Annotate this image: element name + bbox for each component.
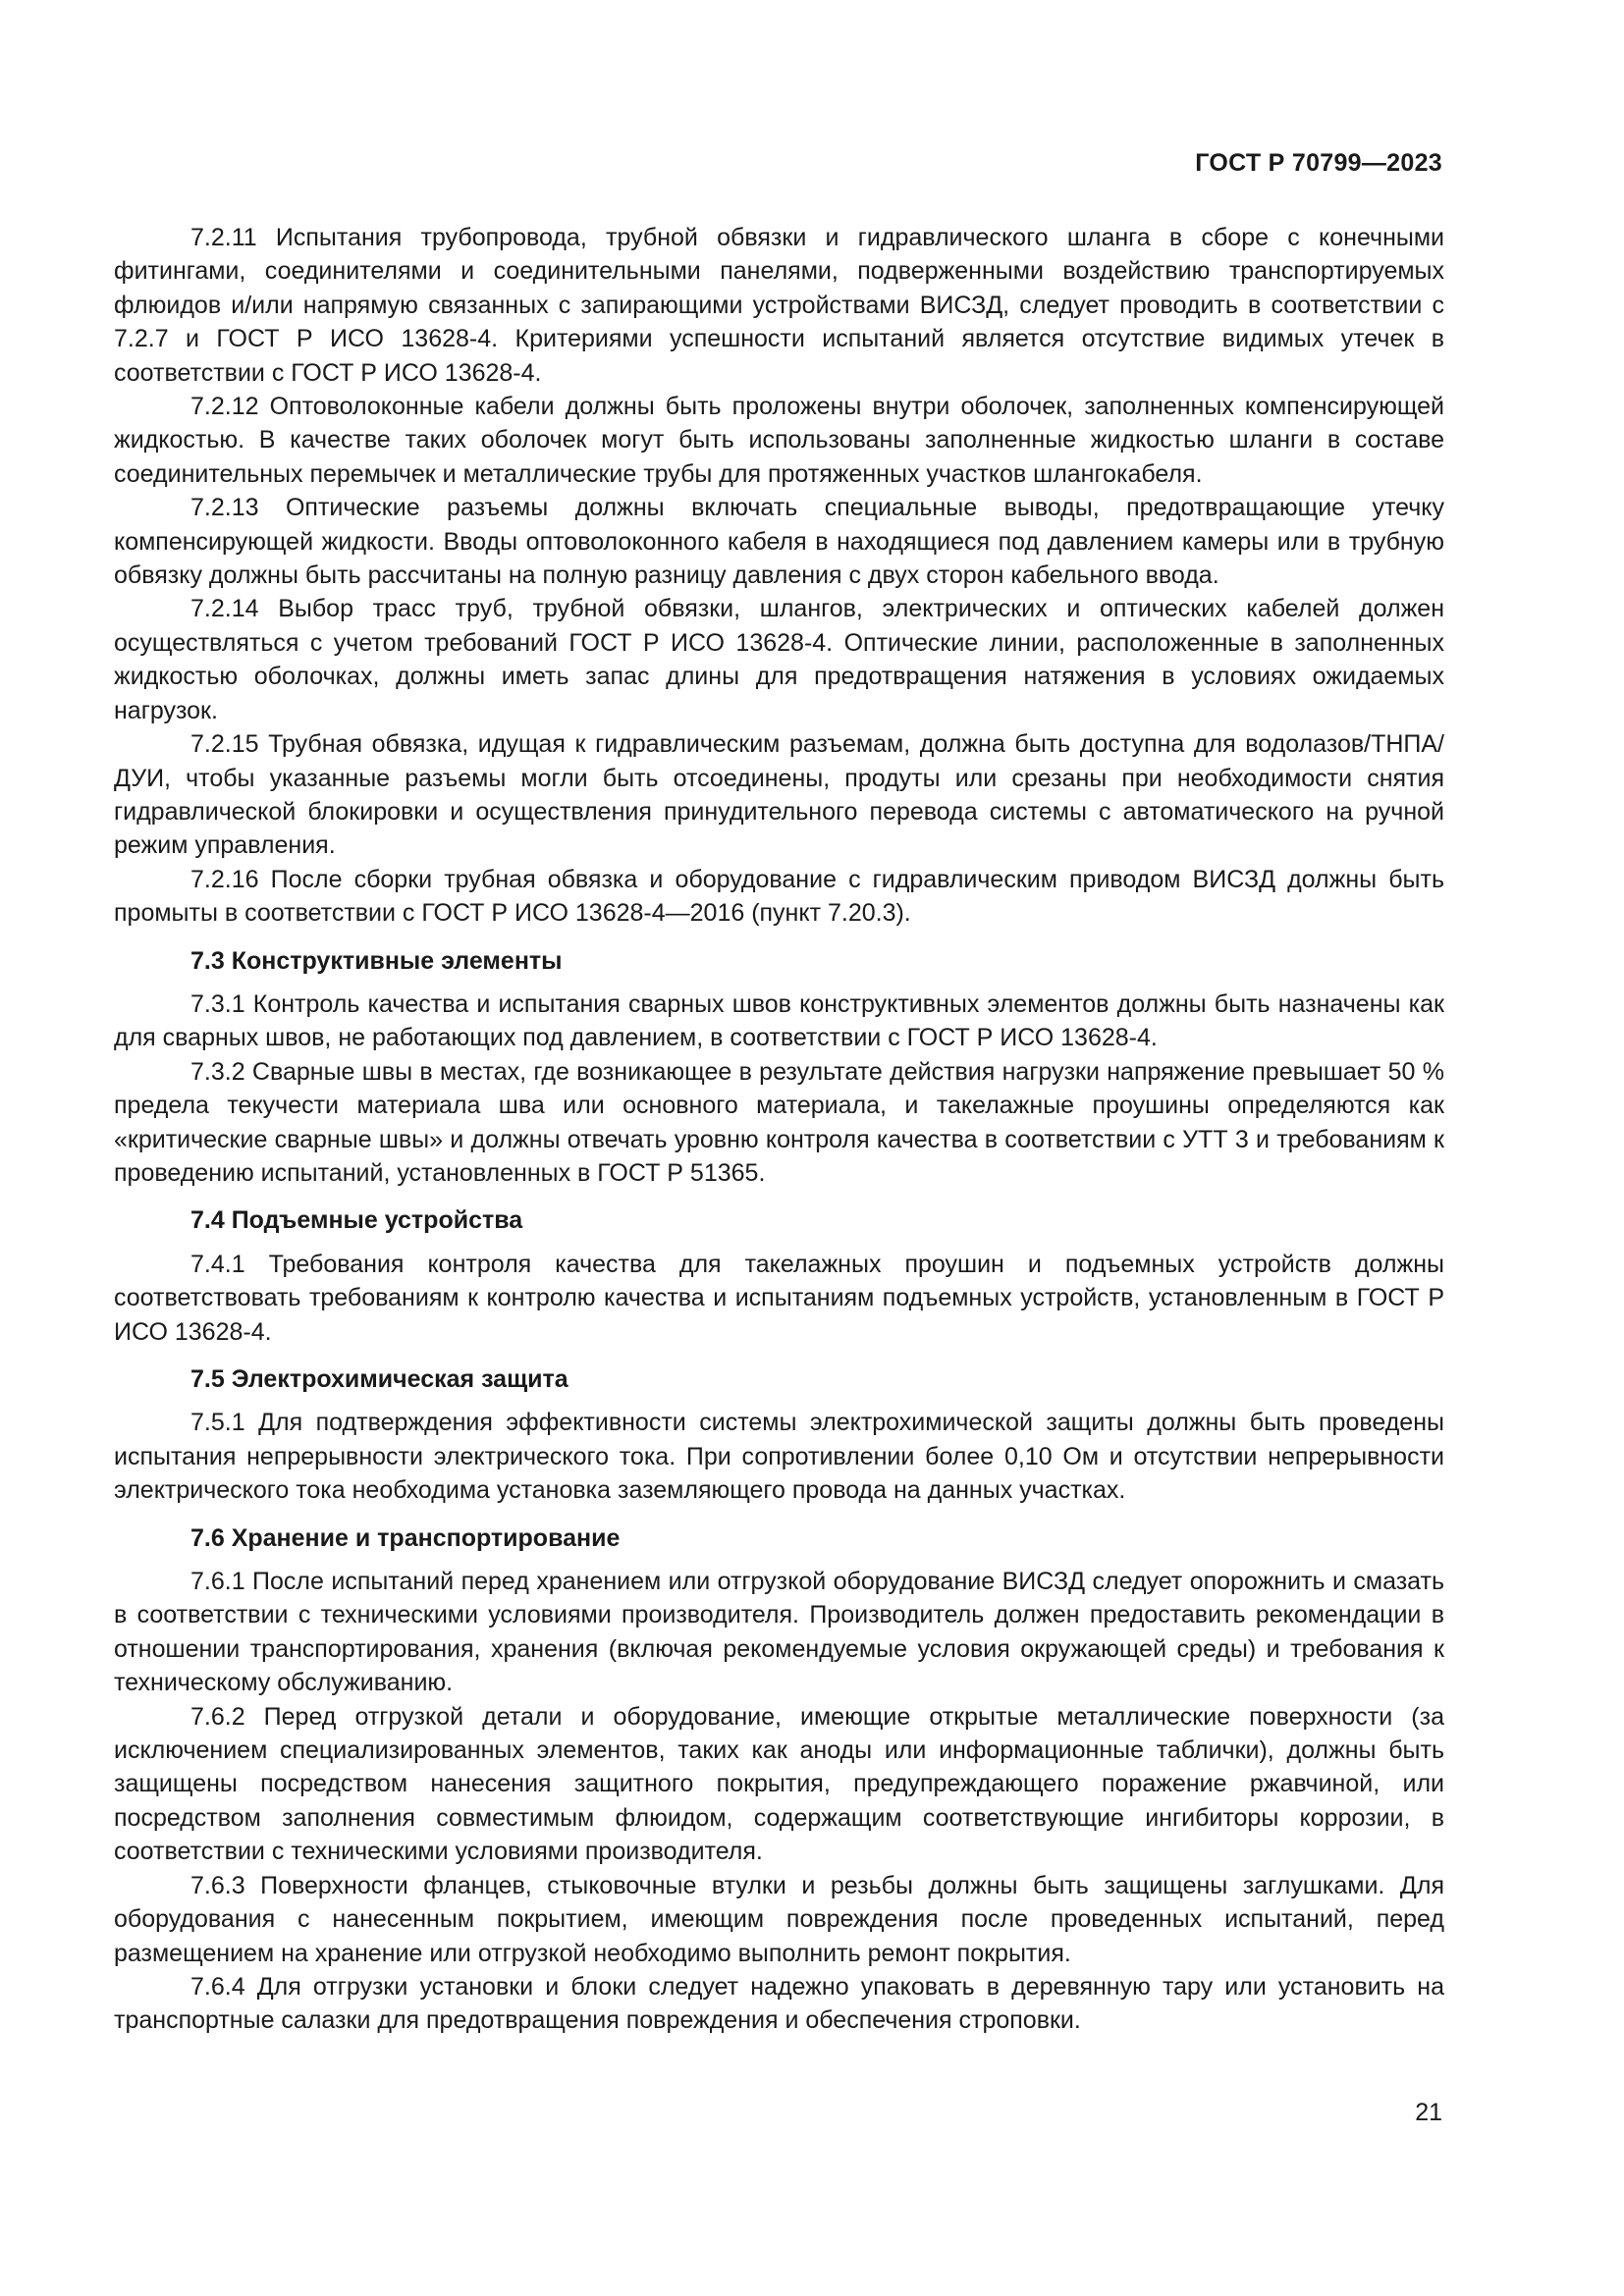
document-body [114, 221, 1444, 2038]
paragraph-7-4-1: 7.4.1 Требования контроля качества для такелажных проушин и подъемных устройств должны соответствовать требованиям к контролю качества и испытаниям подъемных устройств, установленным в ГОСТ Р ИСО 13628-4. [114, 1250, 1444, 1346]
paragraph-7-6-1: 7.6.1 После испытаний перед хранением или отгрузкой оборудование ВИСЗД следует опорожнить и смазать в соответствии с техническими условиями производителя. Производитель должен предоставить рекомендации в отношении транспортирования, хранения (включая рекомендуемые условия окружающей среды) и требования к техническому обслуживанию. [114, 1568, 1444, 1697]
document-standard-number: ГОСТ Р 70799—2023 [1195, 149, 1442, 177]
paragraph-7-2-15: 7.2.15 Трубная обвязка, идущая к гидравлическим разъемам, должна быть доступна для водолазов/ТНПА/ДУИ, чтобы указанные разъемы могли быть отсоединены, продуты или срезаны при необходимости снятия гидравлической блокировки и осуществления принудительного перевода системы с автоматического на ручной режим управления. [114, 730, 1444, 860]
paragraph-7-2-14: 7.2.14 Выбор трасс труб, трубной обвязки, шлангов, электрических и оптических кабелей должен осуществляться с учетом требований ГОСТ Р ИСО 13628-4. Оптические линии, расположенные в заполненных жидкостью оболочках, должны иметь запас длины для предотвращения натяжения в условиях ожидаемых нагрузок. [114, 595, 1444, 724]
paragraph-7-6-2: 7.6.2 Перед отгрузкой детали и оборудование, имеющие открытые металлические поверхности (за исключением специализированных элементов, таких как аноды или информационные таблички), должны быть защищены посредством нанесения защитного покрытия, предупреждающего поражение ржавчиной, или посредством заполнения совместимым флюидом, содержащим соответствующие ингибиторы коррозии, в соответствии с техническими условиями производителя. [114, 1702, 1444, 1866]
paragraph-7-5-1: 7.5.1 Для подтверждения эффективности системы электрохимической защиты должны быть проведены испытания непрерывности электрического тока. При сопротивлении более 0,10 Ом и отсутствии непрерывности электрического тока необходима установка заземляющего провода на данных участках. [114, 1409, 1444, 1505]
paragraph-7-3-2: 7.3.2 Сварные швы в местах, где возникающее в результате действия нагрузки напряжение превышает 50 % предела текучести материала шва или основного материала, и такелажные проушины определяются как «критические сварные швы» и должны отвечать уровню контроля качества в соответствии с УТТ 3 и требованиям к проведению испытаний, установленных в ГОСТ Р 51365. [114, 1057, 1444, 1187]
paragraph-7-6-4: 7.6.4 Для отгрузки установки и блоки следует надежно упаковать в деревянную тару или установить на транспортные салазки для предотвращения повреждения и обеспечения строповки. [114, 1972, 1444, 2035]
section-heading-7-3: 7.3 Конструктивные элементы [190, 946, 563, 975]
section-heading-7-6: 7.6 Хранение и транспортирование [190, 1523, 621, 1552]
page-number: 21 [1415, 2099, 1442, 2126]
section-heading-7-5: 7.5 Электрохимическая защита [190, 1365, 568, 1393]
paragraph-7-2-16: 7.2.16 После сборки трубная обвязка и оборудование с гидравлическим приводом ВИСЗД должны быть промыты в соответствии с ГОСТ Р ИСО 13628-4—2016 (пункт 7.20.3). [114, 865, 1444, 928]
paragraph-7-2-12: 7.2.12 Оптоволоконные кабели должны быть проложены внутри оболочек, заполненных компенсирующей жидкостью. В качестве таких оболочек могут быть использованы заполненные жидкостью шланги в составе соединительных перемычек и металлические трубы для протяженных участков шлангокабеля. [114, 393, 1444, 488]
paragraph-7-2-11: 7.2.11 Испытания трубопровода, трубной обвязки и гидравлического шланга в сборе с конечными фитингами, соединителями и соединительными панелями, подверженными воздействию транспортируемых флюидов и/или напрямую связанных с запирающими устройствами ВИСЗД, следует проводить в соответствии с 7.2.7 и ГОСТ Р ИСО 13628-4. Критериями успешности испытаний является отсутствие видимых утечек в соответствии с ГОСТ Р ИСО 13628-4. [114, 224, 1444, 387]
paragraph-7-3-1: 7.3.1 Контроль качества и испытания сварных швов конструктивных элементов должны быть назначены как для сварных швов, не работающих под давлением, в соответствии с ГОСТ Р ИСО 13628-4. [114, 989, 1444, 1052]
section-heading-7-4: 7.4 Подъемные устройства [190, 1206, 523, 1235]
paragraph-7-6-3: 7.6.3 Поверхности фланцев, стыковочные втулки и резьбы должны быть защищены заглушками. Для оборудования с нанесенным покрытием, имеющим повреждения после проведенных испытаний, перед размещением на хранение или отгрузкой необходимо выполнить ремонт покрытия. [114, 1871, 1444, 1967]
paragraph-7-2-13: 7.2.13 Оптические разъемы должны включать специальные выводы, предотвращающие утечку компенсирующей жидкости. Вводы оптоволоконного кабеля в находящиеся под давлением камеры или в трубную обвязку должны быть рассчитаны на полную разницу давления с двух сторон кабельного ввода. [114, 494, 1444, 590]
